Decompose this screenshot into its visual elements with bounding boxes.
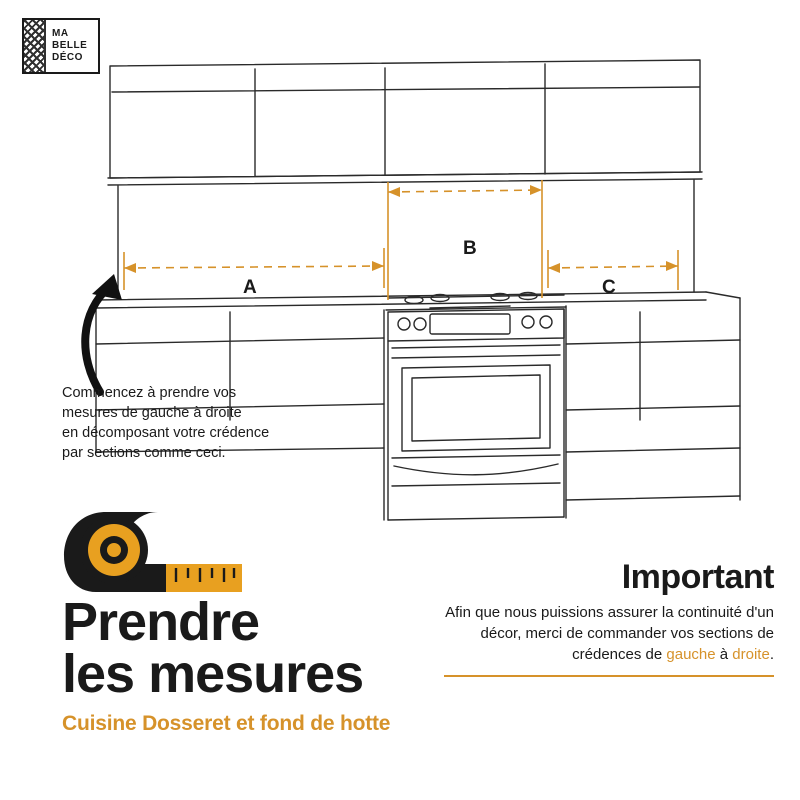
- dimension-label-c: C: [602, 277, 616, 298]
- brand-logo-line2: BELLE: [52, 40, 88, 51]
- important-notice: [444, 558, 774, 677]
- dimension-label-a: A: [243, 277, 257, 298]
- poster-title: [62, 592, 482, 736]
- brand-logo-line3: DÉCO: [52, 52, 83, 63]
- instruction-line-3: en décomposant votre crédence: [62, 425, 270, 441]
- title-line-1: Prendre: [62, 592, 260, 652]
- important-highlight-gauche: gauche: [666, 646, 716, 663]
- instruction-text: [62, 383, 342, 463]
- important-heading: Important: [621, 558, 774, 596]
- instruction-line-4: par sections comme ceci.: [62, 445, 226, 461]
- title-line-2: les mesures: [62, 644, 364, 704]
- instruction-line-1: Commencez à prendre vos: [62, 385, 237, 401]
- brand-logo-line1: MA: [52, 28, 69, 39]
- important-body: [444, 602, 774, 665]
- important-body-part3: .: [769, 646, 774, 663]
- important-highlight-droite: droite: [732, 646, 770, 663]
- tape-measure-icon: [62, 508, 244, 596]
- important-divider: [444, 675, 774, 677]
- dimension-label-b: B: [463, 238, 477, 259]
- important-body-part2: à: [715, 646, 733, 663]
- instruction-line-2: mesures de gauche à droite: [62, 405, 242, 421]
- important-body-part1: Afin que nous puissions assurer la continuité d'un décor, merci de commander vos sections de crédences de: [445, 604, 774, 663]
- curved-arrow-icon: [85, 274, 122, 392]
- poster-subtitle: Cuisine Dosseret et fond de hotte: [62, 712, 391, 735]
